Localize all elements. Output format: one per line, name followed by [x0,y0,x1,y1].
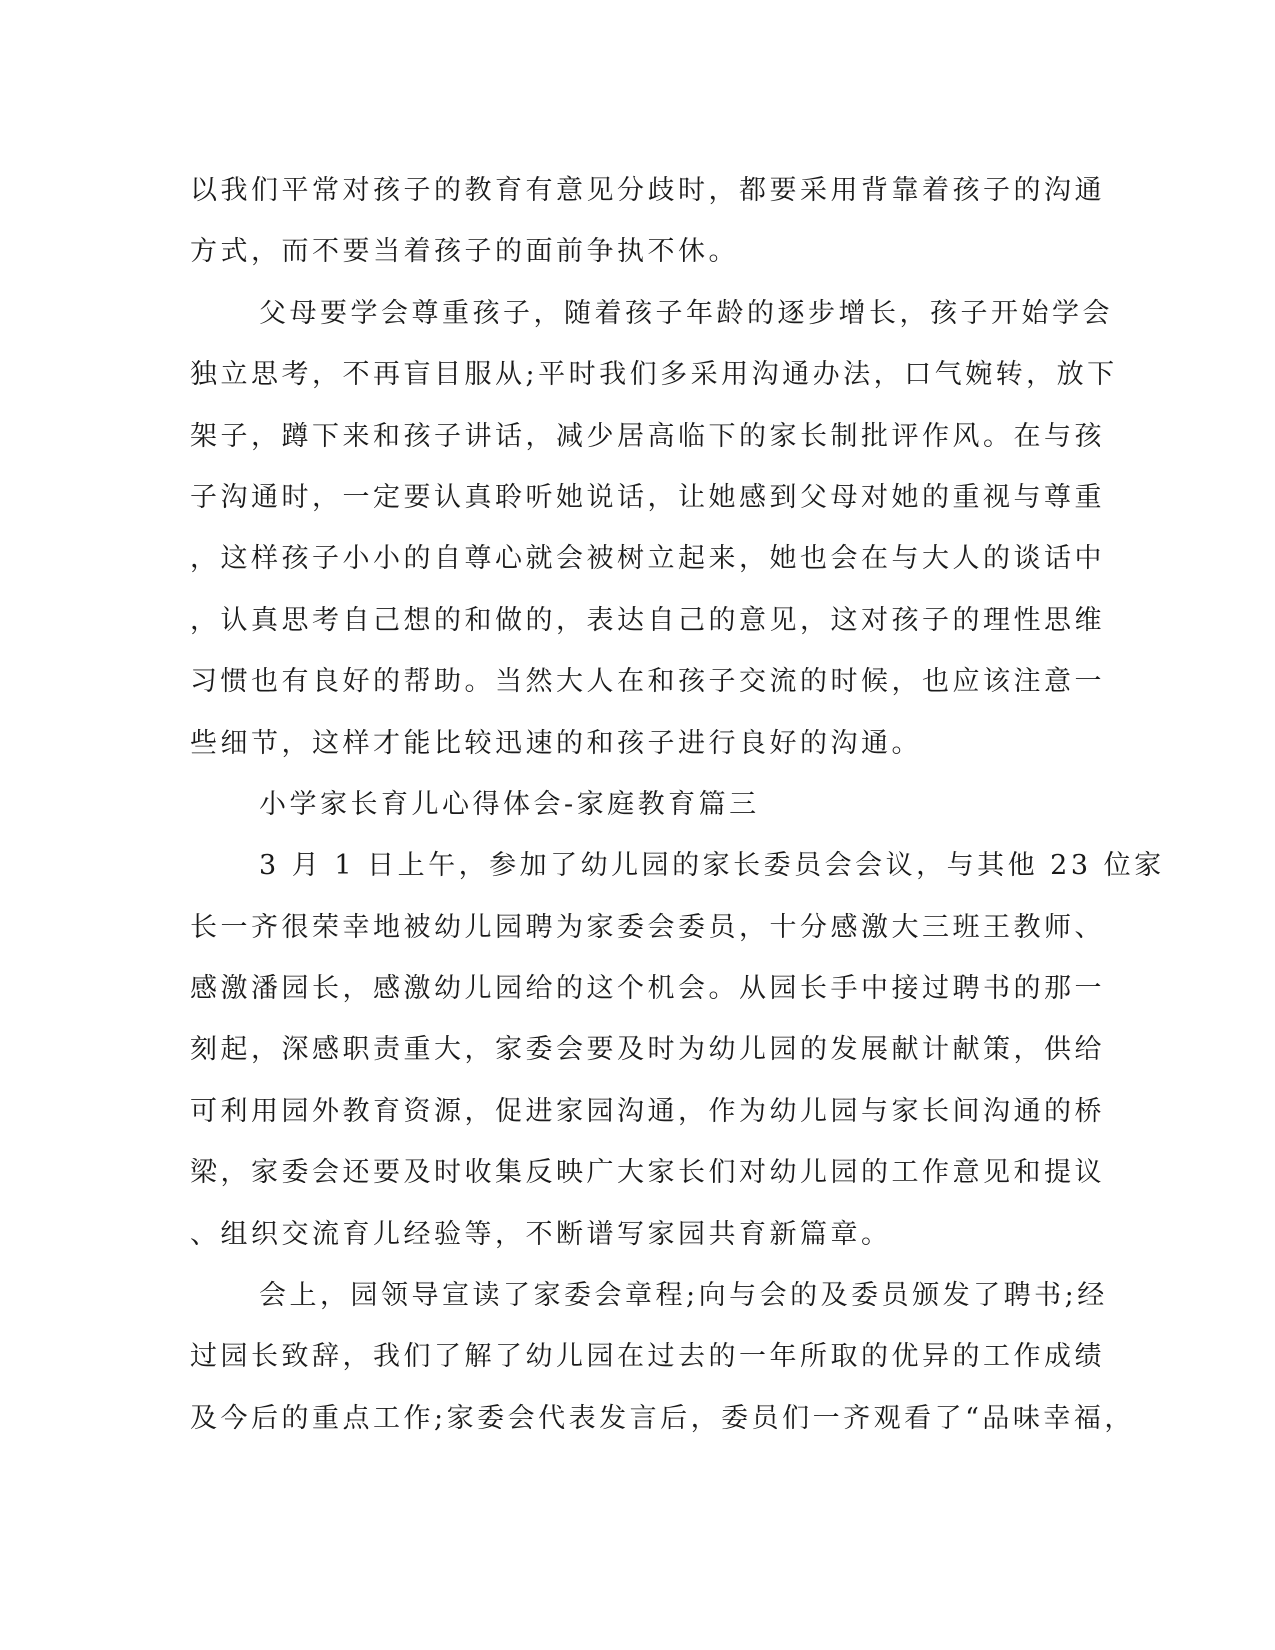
paragraph-line: 父母要学会尊重孩子，随着孩子年龄的逐步增长，孩子开始学会 [259,297,1113,329]
paragraph-line: 及今后的重点工作;家委会代表发言后，委员们一齐观看了“品味幸福， [190,1402,1135,1434]
paragraph-line: 子沟通时，一定要认真聆听她说话，让她感到父母对她的重视与尊重 [190,481,1105,513]
paragraph-line: 习惯也有良好的帮助。当然大人在和孩子交流的时候，也应该注意一 [190,666,1105,698]
paragraph-line: 过园长致辞，我们了解了幼儿园在过去的一年所取的优异的工作成绩 [190,1341,1105,1373]
paragraph-line: 架子，蹲下来和孩子讲话，减少居高临下的家长制批评作风。在与孩 [190,420,1105,452]
paragraph-line: 以我们平常对孩子的教育有意见分歧时，都要采用背靠着孩子的沟通 [190,175,1105,206]
paragraph-line: 会上，园领导宣读了家委会章程;向与会的及委员颁发了聘书;经 [259,1280,1108,1312]
paragraph-line: 、组织交流育儿经验等，不断谱写家园共育新篇章。 [190,1218,892,1250]
paragraph-line: ，认真思考自己想的和做的，表达自己的意见，这对孩子的理性思维 [190,604,1105,636]
paragraph-line: 可利用园外教育资源，促进家园沟通，作为幼儿园与家长间沟通的桥 [190,1095,1105,1127]
paragraph-line: 独立思考，不再盲目服从;平时我们多采用沟通办法，口气婉转，放下 [190,359,1118,391]
paragraph-line: 3 月 1 日上午，参加了幼儿园的家长委员会会议，与其他 23 位家 [259,850,1165,882]
paragraph-line: 梁，家委会还要及时收集反映广大家长们对幼儿园的工作意见和提议 [190,1157,1105,1189]
paragraph-line: 方式，而不要当着孩子的面前争执不休。 [190,236,739,268]
paragraph-line: 些细节，这样才能比较迅速的和孩子进行良好的沟通。 [190,727,922,759]
section-heading: 小学家长育儿心得体会-家庭教育篇三 [259,788,760,820]
paragraph-line: 长一齐很荣幸地被幼儿园聘为家委会委员，十分感激大三班王教师、 [190,911,1105,943]
paragraph-line: 刻起，深感职责重大，家委会要及时为幼儿园的发展献计献策，供给 [190,1034,1105,1066]
paragraph-line: ，这样孩子小小的自尊心就会被树立起来，她也会在与大人的谈话中 [190,543,1105,575]
document-body [190,160,1165,1449]
paragraph-line: 感激潘园长，感激幼儿园给的这个机会。从园长手中接过聘书的那一 [190,973,1105,1005]
